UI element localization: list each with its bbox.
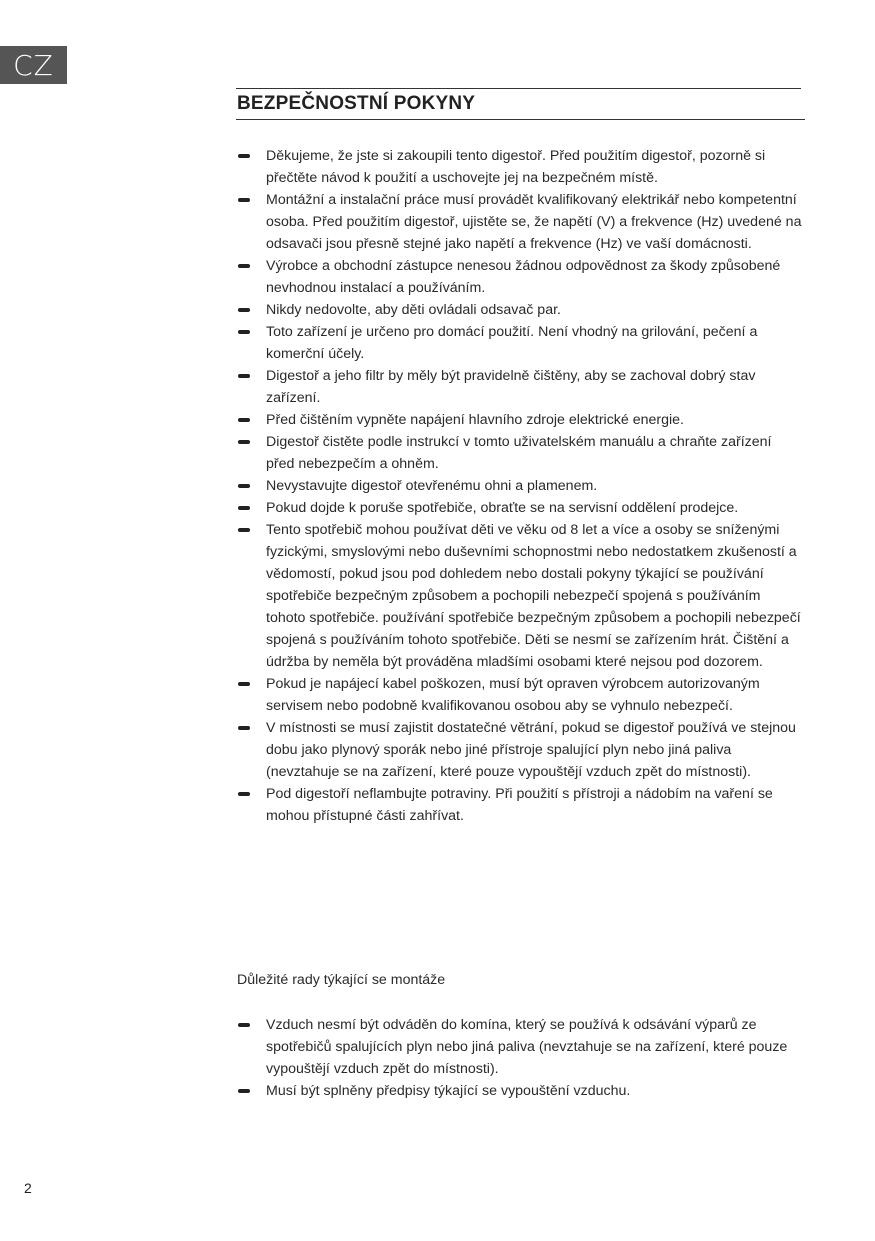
- safety-instructions-list: [237, 145, 802, 827]
- bullet-icon: [238, 528, 250, 532]
- list-item-text: Tento spotřebič mohou používat děti ve věku od 8 let a více a osoby se sníženými fyzickými, smyslovými nebo duševními schopnostmi nebo nedostatkem zkušeností a vědomostí, pokud jsou pod dohledem nebo dostali pokyny týkající se používání spotřebiče bezpečným způsobem a pochopili nebezpečí spojená s používáním tohoto spotřebiče. používání spotřebiče bezpečným způsobem a pochopili nebezpečí spojená s používáním tohoto spotřebiče. Děti se nesmí se zařízením hrát. Čištění a údržba by neměla být prováděna mladšími osobami které nejsou pod dozorem.: [266, 522, 801, 670]
- page-title: BEZPEČNOSTNÍ POKYNY: [237, 93, 476, 114]
- list-item-text: Pokud je napájecí kabel poškozen, musí být opraven výrobcem autorizovaným servisem nebo podobně kvalifikovanou osobou aby se vyhnulo nebezpečí.: [266, 676, 760, 714]
- list-item: [237, 431, 802, 475]
- title-rule-bottom: [236, 119, 805, 120]
- list-item: [237, 409, 802, 431]
- bullet-icon: [238, 264, 250, 268]
- list-item: [237, 519, 802, 673]
- installation-heading: Důležité rady týkající se montáže: [237, 972, 446, 988]
- bullet-icon: [238, 682, 250, 686]
- bullet-icon: [238, 792, 250, 796]
- list-item-text: Pokud dojde k poruše spotřebiče, obraťte se na servisní oddělení prodejce.: [266, 500, 739, 516]
- bullet-icon: [238, 440, 250, 444]
- list-item-text: V místnosti se musí zajistit dostatečné větrání, pokud se digestoř používá ve stejnou dobu jako plynový sporák nebo jiné přístroje spalující plyn nebo jiná paliva (nevztahuje se na zařízení, které pouze vypouštějí vzduch zpět do místnosti).: [266, 720, 796, 780]
- list-item: [237, 1080, 802, 1102]
- list-item: [237, 717, 802, 783]
- title-rule-top: [236, 88, 801, 89]
- list-item-text: Pod digestoří neflambujte potraviny. Při použití s přístroji a nádobím na vaření se mohou přístupné části zahřívat.: [266, 786, 773, 824]
- bullet-icon: [238, 154, 250, 158]
- list-item-text: Montážní a instalační práce musí provádět kvalifikovaný elektrikář nebo kompetentní osoba. Před použitím digestoř, ujistěte se, že napětí (V) a frekvence (Hz) uvedené na odsavači jsou přesně stejné jako napětí a frekvence (Hz) ve vaší domácnosti.: [266, 192, 802, 252]
- page-number: 2: [24, 1180, 32, 1196]
- list-item: [237, 475, 802, 497]
- list-item: [237, 1014, 802, 1080]
- bullet-icon: [238, 726, 250, 730]
- list-item-text: Nevystavujte digestoř otevřenému ohni a plamenem.: [266, 478, 598, 494]
- list-item: [237, 783, 802, 827]
- language-tab: CZ: [0, 46, 67, 84]
- bullet-icon: [238, 308, 250, 312]
- bullet-icon: [238, 330, 250, 334]
- list-item: [237, 365, 802, 409]
- list-item-text: Vzduch nesmí být odváděn do komína, který se používá k odsávání výparů ze spotřebičů spalujících plyn nebo jiná paliva (nevztahuje se na zařízení, které pouze vypouštějí vzduch zpět do místnosti).: [266, 1017, 788, 1077]
- list-item-text: Digestoř a jeho filtr by měly být pravidelně čištěny, aby se zachoval dobrý stav zařízení.: [266, 368, 756, 406]
- list-item-text: Výrobce a obchodní zástupce nenesou žádnou odpovědnost za škody způsobené nevhodnou instalací a používáním.: [266, 258, 781, 296]
- list-item-text: Digestoř čistěte podle instrukcí v tomto uživatelském manuálu a chraňte zařízení před nebezpečím a ohněm.: [266, 434, 772, 472]
- list-item: [237, 189, 802, 255]
- bullet-icon: [238, 484, 250, 488]
- installation-tips-list: [237, 1014, 802, 1102]
- bullet-icon: [238, 1023, 250, 1027]
- list-item-text: Toto zařízení je určeno pro domácí použití. Není vhodný na grilování, pečení a komerční účely.: [266, 324, 758, 362]
- list-item: [237, 321, 802, 365]
- list-item: [237, 145, 802, 189]
- bullet-icon: [238, 198, 250, 202]
- list-item: [237, 255, 802, 299]
- list-item-text: Musí být splněny předpisy týkající se vypouštění vzduchu.: [266, 1083, 631, 1099]
- bullet-icon: [238, 374, 250, 378]
- bullet-icon: [238, 506, 250, 510]
- bullet-icon: [238, 418, 250, 422]
- list-item: [237, 497, 802, 519]
- list-item: [237, 299, 802, 321]
- list-item-text: Nikdy nedovolte, aby děti ovládali odsavač par.: [266, 302, 561, 318]
- list-item-text: Děkujeme, že jste si zakoupili tento digestoř. Před použitím digestoř, pozorně si přečtěte návod k použití a uschovejte jej na bezpečném místě.: [266, 148, 766, 186]
- list-item: [237, 673, 802, 717]
- bullet-icon: [238, 1089, 250, 1093]
- list-item-text: Před čištěním vypněte napájení hlavního zdroje elektrické energie.: [266, 412, 684, 428]
